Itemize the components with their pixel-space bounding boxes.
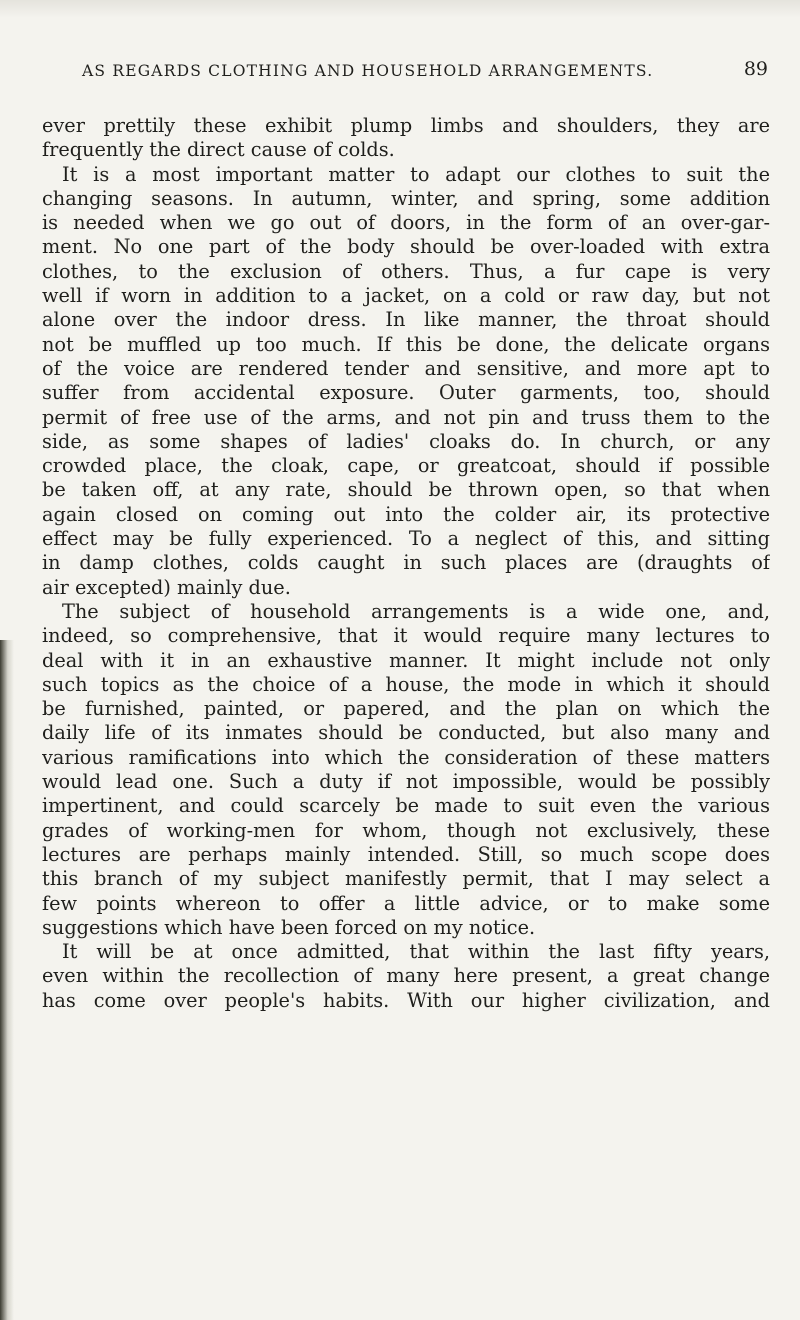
text-line: ever prettily these exhibit plump limbs and shoulders, they are (42, 114, 770, 137)
text-line: changing seasons. In autumn, winter, and spring, some addition (42, 186, 770, 210)
text-line: be taken off, at any rate, should be thrown open, so that when (42, 478, 770, 502)
text-line: permit of free use of the arms, and not pin and truss them to the (42, 405, 770, 429)
text-line: in damp clothes, colds caught in such places are (draughts of (42, 551, 770, 575)
page-header (82, 58, 768, 88)
body-text (42, 114, 770, 1013)
text-line: crowded place, the cloak, cape, or greatcoat, should if possible (42, 454, 770, 478)
page-number: 89 (743, 58, 768, 80)
text-line: of the voice are rendered tender and sensitive, and more apt to (42, 356, 770, 380)
text-line: The subject of household arrangements is a wide one, and, (62, 599, 770, 623)
text-line: alone over the indoor dress. In like manner, the throat should (42, 308, 770, 332)
scan-binding-shadow (0, 640, 14, 1320)
text-line: clothes, to the exclusion of others. Thus, a fur cape is very (42, 259, 770, 283)
text-line: not be muffled up too much. If this be done, the delicate organs (42, 332, 770, 356)
text-line: again closed on coming out into the colder air, its protective (42, 502, 770, 526)
text-line: deal with it in an exhaustive manner. It might include not only (42, 648, 770, 672)
text-line: indeed, so comprehensive, that it would require many lectures to (42, 624, 770, 648)
text-line: effect may be fully experienced. To a neglect of this, and sitting (42, 527, 770, 551)
text-line: suggestions which have been forced on my notice. (42, 915, 536, 939)
text-line: ment. No one part of the body should be over-loaded with extra (42, 235, 770, 259)
text-line: lectures are perhaps mainly intended. Still, so much scope does (42, 842, 770, 866)
text-line: is needed when we go out of doors, in the form of an over-gar- (42, 211, 770, 235)
text-line: would lead one. Such a duty if not impossible, would be possibly (42, 770, 770, 794)
text-line: air excepted) mainly due. (42, 575, 291, 599)
text-line: various ramifications into which the consideration of these matters (42, 745, 770, 769)
text-line: be furnished, painted, or papered, and the plan on which the (42, 697, 770, 721)
text-line: impertinent, and could scarcely be made to suit even the various (42, 794, 770, 818)
text-line: well if worn in addition to a jacket, on a cold or raw day, but not (42, 284, 770, 308)
text-line: such topics as the choice of a house, the mode in which it should (42, 672, 770, 696)
text-line: daily life of its inmates should be conducted, but also many and (42, 721, 770, 745)
text-line: grades of working-men for whom, though not exclusively, these (42, 818, 770, 842)
text-line: suffer from accidental exposure. Outer garments, too, should (42, 381, 770, 405)
text-line: few points whereon to offer a little advice, or to make some (42, 891, 770, 915)
text-line: It is a most important matter to adapt our clothes to suit the (62, 162, 770, 186)
text-line: this branch of my subject manifestly permit, that I may select a (42, 867, 770, 891)
running-head: AS REGARDS CLOTHING AND HOUSEHOLD ARRANGEMENTS. (82, 62, 654, 80)
text-line: It will be at once admitted, that within the last fifty years, (62, 940, 770, 964)
text-line: has come over people's habits. With our higher civilization, and (42, 988, 770, 1012)
scan-top-shade (0, 0, 800, 18)
text-line: frequently the direct cause of colds. (42, 138, 395, 162)
text-line: side, as some shapes of ladies' cloaks do. In church, or any (42, 429, 770, 453)
text-line: even within the recollection of many here present, a great change (42, 964, 770, 988)
